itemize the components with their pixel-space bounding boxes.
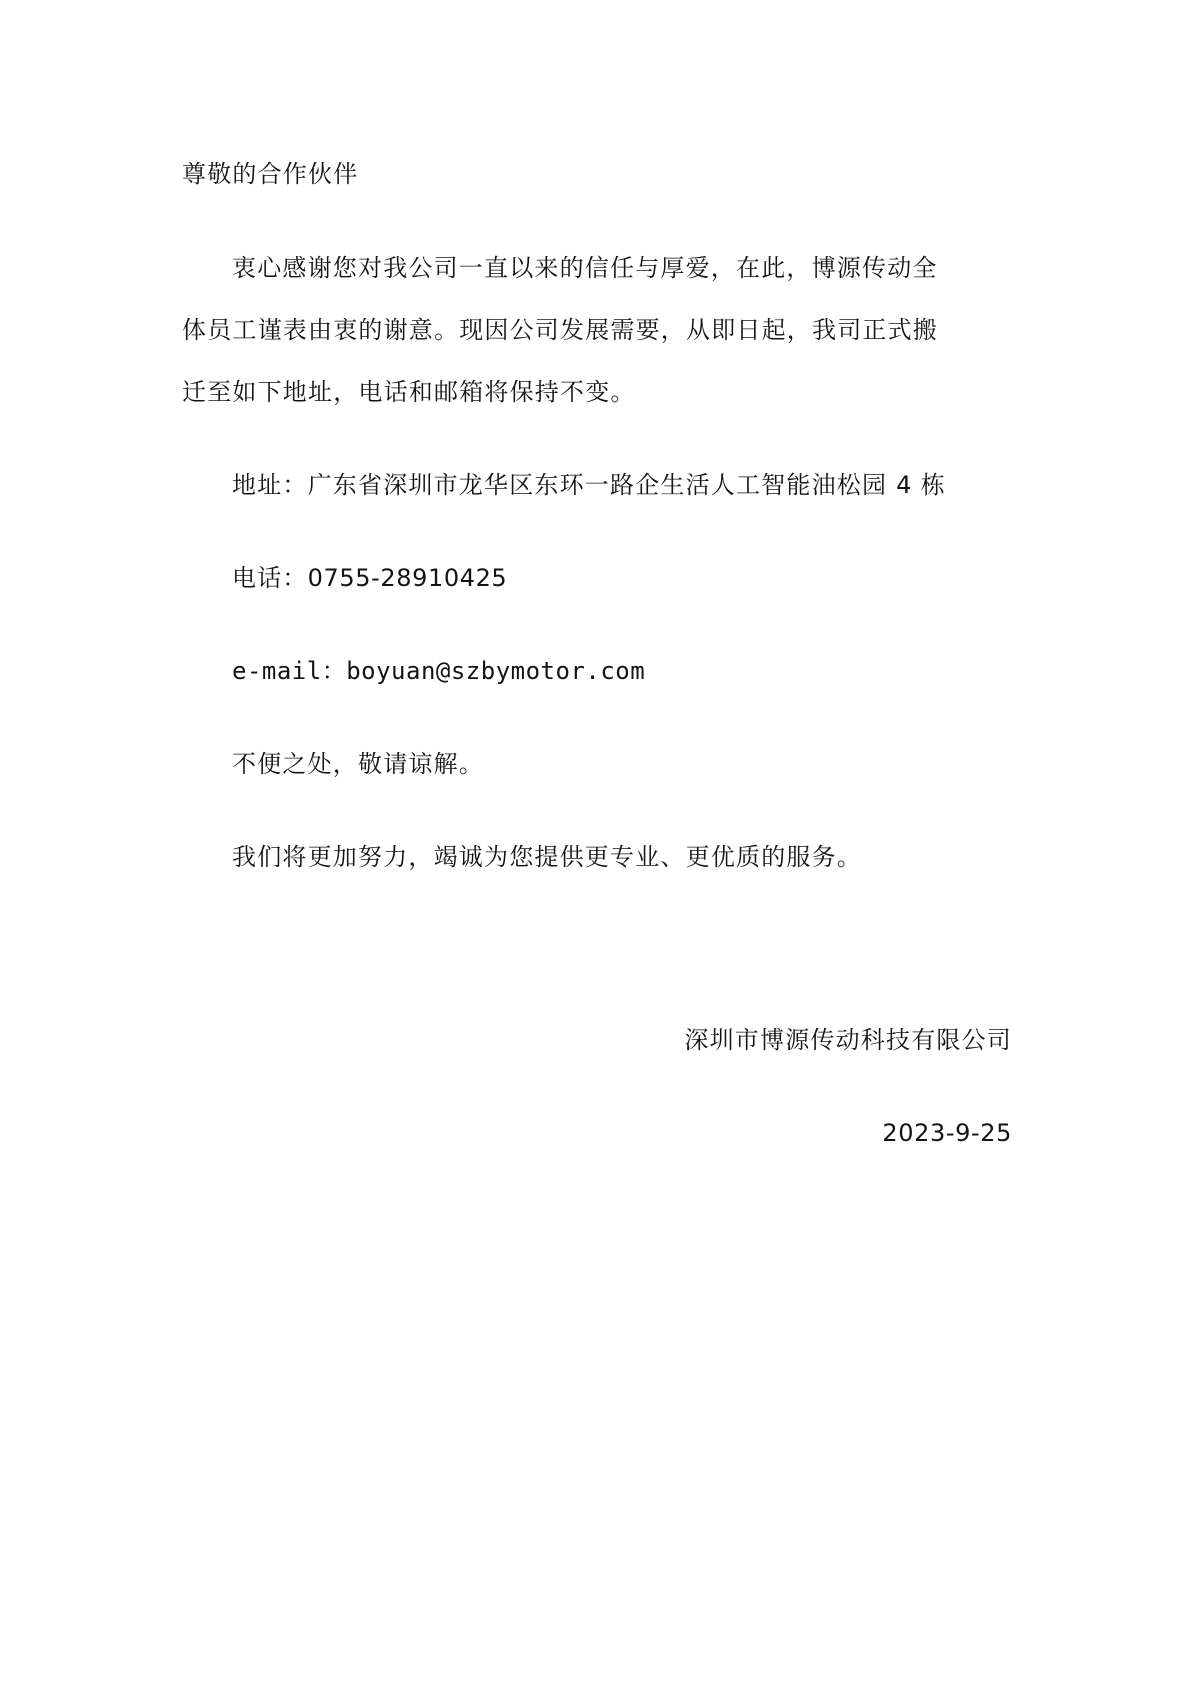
letter-date: 2023-9-25 <box>882 1119 1012 1147</box>
address-line <box>232 469 946 501</box>
email-line <box>232 655 645 687</box>
body-line-2: 体员工谨表由衷的谢意。现因公司发展需要，从即日起，我司正式搬 <box>182 316 938 344</box>
phone-label: 电话： <box>232 564 308 592</box>
address-building-suffix: 栋 <box>920 471 946 499</box>
inconvenience-note: 不便之处，敬请谅解。 <box>232 750 484 778</box>
address-label: 地址： <box>232 471 308 499</box>
closing-statement: 我们将更加努力，竭诚为您提供更专业、更优质的服务。 <box>232 843 862 871</box>
phone-line <box>232 562 507 594</box>
body-line-3: 迁至如下地址，电话和邮箱将保持不变。 <box>182 378 636 406</box>
email-value: boyuan@szbymotor.com <box>346 657 646 685</box>
address-value: 广东省深圳市龙华区东环一路企生活人工智能油松园 <box>307 471 888 499</box>
phone-value: 0755-28910425 <box>307 564 508 592</box>
greeting: 尊敬的合作伙伴 <box>182 160 359 188</box>
email-label: e-mail： <box>232 657 347 685</box>
body-line-1: 衷心感谢您对我公司一直以来的信任与厚爱，在此，博源传动全 <box>232 254 938 282</box>
company-signature: 深圳市博源传动科技有限公司 <box>684 1026 1012 1054</box>
address-building-number: 4 <box>896 471 912 499</box>
